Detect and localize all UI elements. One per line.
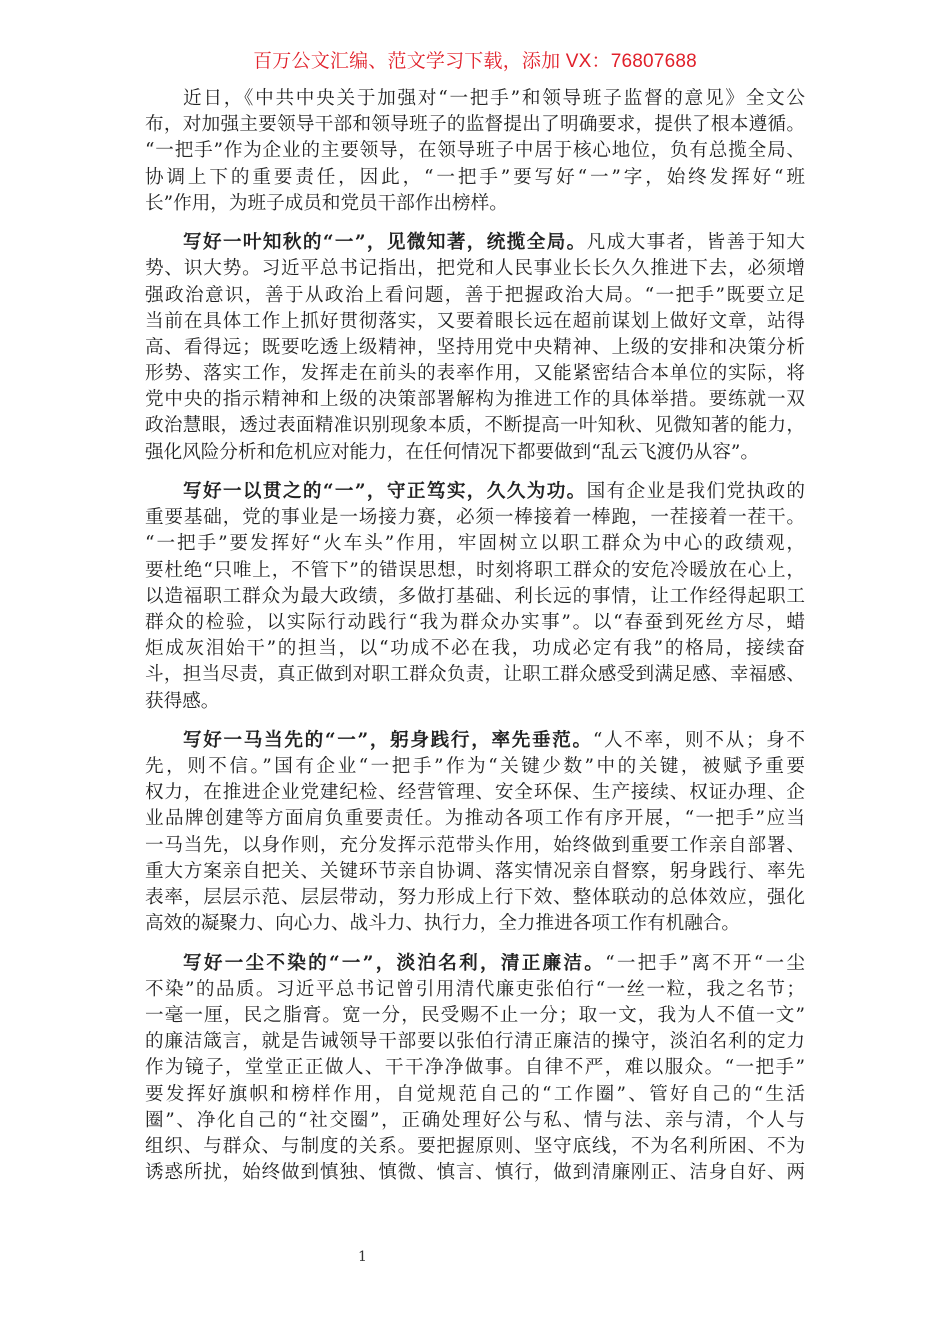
text-line: [145, 479, 805, 505]
text-line: [145, 951, 805, 977]
text-line: [145, 283, 805, 309]
line-text: 重大方案亲自把关、关键环节亲自协调、落实情况亲自督察，躬身践行、率先: [145, 860, 805, 882]
line-text: 布，对加强主要领导干部和领导班子的监督提出了明确要求，提供了根本遵循。: [145, 114, 805, 136]
text-line: [145, 584, 805, 610]
line-text: 业品牌创建等方面肩负重要责任。为推动各项工作有序开展，“一把手”应当: [145, 808, 805, 830]
text-line: [145, 859, 805, 885]
text-line: [145, 138, 805, 164]
line-text: 作为镜子，堂堂正正做人、干干净净做事。自律不严，难以服众。“一把手”: [145, 1057, 805, 1079]
text-line: [145, 440, 805, 466]
line-text: 高效的凝聚力、向心力、战斗力、执行力，全力推进各项工作有机融合。: [145, 913, 741, 935]
line-text: 一马当先，以身作则，充分发挥示范带头作用，始终做到重要工作亲自部署、: [145, 834, 805, 856]
line-text: 炬成灰泪始干”的担当，以“功成不必在我，功成必定有我”的格局，接续奋: [145, 638, 805, 660]
paragraph: [145, 479, 805, 715]
text-line: [145, 531, 805, 557]
line-text: 群众的检验，以实际行动践行“我为群众办实事”。以“春蚕到死丝方尽，蜡: [145, 611, 805, 633]
text-line: [145, 636, 805, 662]
line-text: 强化风险分析和危机应对能力，在任何情况下都要做到“乱云飞渡仍从容”。: [145, 441, 760, 463]
line-text: 强政治意识，善于从政治上看问题，善于把握政治大局。“一把手”既要立足: [145, 284, 805, 306]
text-line: [145, 1160, 805, 1186]
text-line: [145, 1082, 805, 1108]
paragraph-heading: 写好一马当先的“一”，躬身践行，率先垂范。: [183, 729, 593, 751]
text-line: [145, 728, 805, 754]
paragraph-heading: 写好一叶知秋的“一”，见微知著，统揽全局。: [183, 232, 587, 254]
line-text: 先，则不信。”国有企业“一把手”作为“关键少数”中的关键，被赋予重要: [145, 756, 805, 778]
paragraph: [145, 951, 805, 1187]
text-line: [145, 885, 805, 911]
line-text: 国有企业是我们党执政的: [586, 481, 805, 502]
line-text: 圈”、净化自己的“社交圈”，正确处理好公与私、情与法、亲与清，个人与: [145, 1109, 805, 1131]
line-text: 表率，层层示范、层层带动，努力形成上行下效、整体联动的总体效应，强化: [145, 887, 805, 908]
line-text: 当前在具体工作上抓好贯彻落实，又要着眼长远在超前谋划上做好文章，站得: [145, 310, 805, 332]
text-line: [145, 1029, 805, 1055]
line-text: 斗，担当尽责，真正做到对职工群众负责，让职工群众感受到满足感、幸福感、: [145, 664, 805, 686]
line-text: 协调上下的重要责任，因此，“一把手”要写好“一”字，始终发挥好“班: [145, 166, 805, 188]
text-line: [145, 1108, 805, 1134]
line-text: 高、看得远；既要吃透上级精神，坚持用党中央精神、上级的安排和决策分析: [145, 336, 805, 358]
line-text: 政治慧眼，透过表面精准识别现象本质，不断提高一叶知秋、见微知著的能力，: [145, 415, 805, 437]
text-line: [145, 256, 805, 282]
line-text: 要发挥好旗帜和榜样作用，自觉规范自己的“工作圈”、管好自己的“生活: [145, 1083, 805, 1105]
line-text: 以造福职工群众为最大政绩，多做打基础、利长远的事情，让工作经得起职工: [145, 585, 805, 607]
line-text: “一把手”离不开“一尘: [605, 952, 805, 974]
line-text: “人不率，则不从；身不: [592, 729, 805, 751]
text-line: [145, 165, 805, 191]
text-line: [145, 1134, 805, 1160]
line-text: 诱惑所扰，始终做到慎独、慎微、慎言、慎行，做到清廉刚正、洁身自好、两: [145, 1162, 805, 1184]
text-line: [145, 335, 805, 361]
text-line: [145, 413, 805, 439]
text-line: [145, 191, 805, 217]
line-text: 重要基础，党的事业是一场接力赛，必须一棒接着一棒跑，一茬接着一茬干。: [145, 507, 805, 529]
text-line: [145, 754, 805, 780]
text-line: [145, 112, 805, 138]
text-line: [145, 689, 805, 715]
line-text: “一把手”要发挥好“火车头”作用，牢固树立以职工群众为中心的政绩观，: [145, 533, 805, 555]
line-text: 党中央的指示精神和上级的决策部署解构为推进工作的具体举措。要练就一双: [145, 389, 805, 411]
line-text: 近日，《中共中央关于加强对“一把手”和领导班子监督的意见》全文公: [183, 88, 805, 109]
line-text: 形势、落实工作，发挥走在前头的表率作用，又能紧密结合本单位的实际，将: [145, 363, 805, 385]
text-line: [145, 309, 805, 335]
watermark-header: 百万公文汇编、范文学习下载，添加 VX：76807688: [253, 51, 697, 72]
paragraph-heading: 写好一以贯之的“一”，守正笃实，久久为功。: [183, 481, 587, 502]
text-line: [145, 86, 805, 112]
line-text: 要杜绝“只唯上，不管下”的错误思想，时刻将职工群众的安危冷暖放在心上，: [145, 559, 805, 581]
text-line: [145, 780, 805, 806]
text-line: [145, 911, 805, 937]
line-text: 势、识大势。习近平总书记指出，把党和人民事业长长久久推进下去，必须增: [145, 258, 805, 280]
line-text: 不染”的品质。习近平总书记曾引用清代廉吏张伯行“一丝一粒，我之名节；: [145, 978, 805, 1000]
document-body: [145, 86, 805, 1199]
text-line: [145, 387, 805, 413]
line-text: 凡成大事者，皆善于知大: [586, 232, 805, 254]
text-line: [145, 558, 805, 584]
line-text: 长”作用，为班子成员和党员干部作出榜样。: [145, 192, 508, 214]
paragraph-heading: 写好一尘不染的“一”，淡泊名利，清正廉洁。: [183, 952, 606, 974]
text-line: [145, 505, 805, 531]
line-text: 组织、与群众、与制度的关系。要把握原则、坚守底线，不为名利所困、不为: [145, 1135, 805, 1157]
text-line: [145, 230, 805, 256]
text-line: [145, 1055, 805, 1081]
line-text: 一毫一厘，民之脂膏。宽一分，民受赐不止一分；取一文，我为人不值一文”: [145, 1004, 805, 1026]
line-text: 权力，在推进企业党建纪检、经营管理、安全环保、生产接续、权证办理、企: [145, 782, 805, 804]
paragraph: [145, 230, 805, 466]
text-line: [145, 833, 805, 859]
line-text: 的廉洁箴言，就是告诫领导干部要以张伯行清正廉洁的操守，淡泊名利的定力: [145, 1031, 805, 1053]
line-text: “一把手”作为企业的主要领导，在领导班子中居于核心地位，负有总揽全局、: [145, 140, 805, 162]
paragraph: [145, 728, 805, 938]
text-line: [145, 806, 805, 832]
text-line: [145, 1003, 805, 1029]
text-line: [145, 610, 805, 636]
line-text: 获得感。: [145, 690, 220, 712]
text-line: [145, 361, 805, 387]
paragraph: [145, 86, 805, 217]
text-line: [145, 977, 805, 1003]
text-line: [145, 662, 805, 688]
page-number: 1: [358, 1249, 367, 1265]
